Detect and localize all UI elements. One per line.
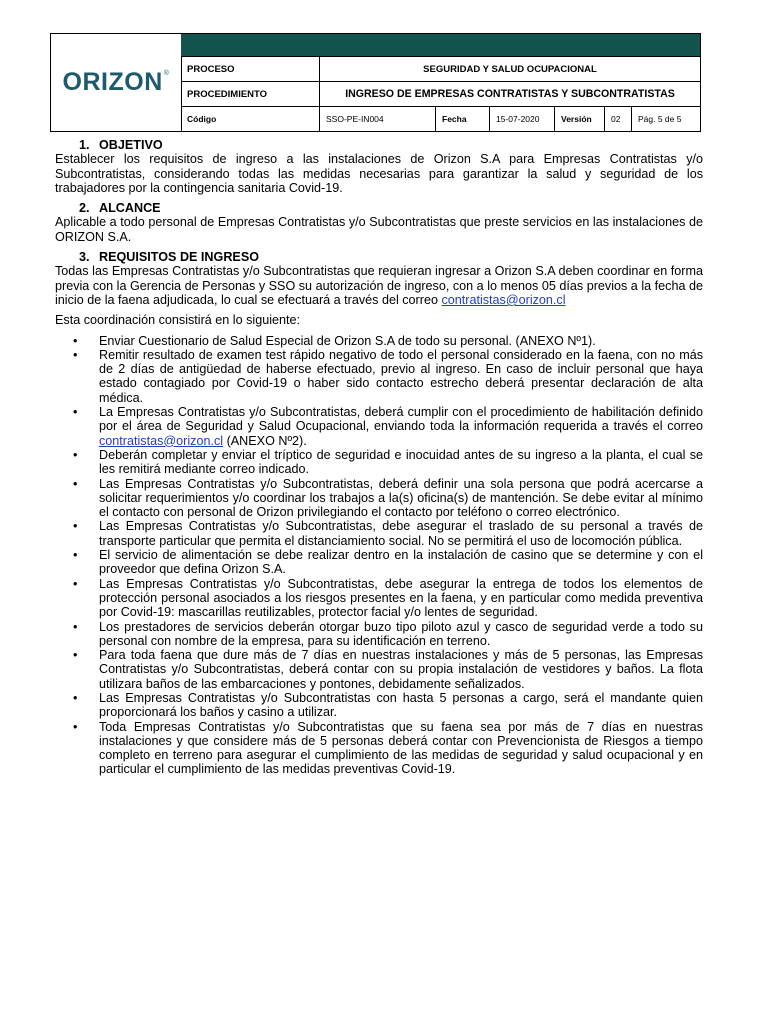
email-link[interactable]: contratistas@orizon.cl (441, 292, 566, 307)
list-item: • Las Empresas Contratistas y/o Subcontratistas, debe asegurar la entrega de todos los elementos de protección personal asociados a los riesgos presentes en la faena, y en particular como medida preventiva por Covid-19: mascarillas reutilizables, protector facial y/o lentes de seguridad. (73, 576, 703, 620)
list-item: • Deberán completar y enviar el tríptico de seguridad e inocuidad antes de su ingreso a la planta, el cual se les remitirá mediante correo indicado. (73, 447, 703, 477)
list-item: • Remitir resultado de examen test rápido negativo de todo el personal considerado en la faena, con no más de 2 días de antigüedad de haberse efectuado, previo al ingreso. En caso de incluir personal que haya estado contagiado por Covid-19 o haber sido contacto estrecho deberá presentar declaración de alta médica. (73, 347, 703, 405)
email-link[interactable]: contratistas@orizon.cl (99, 433, 224, 448)
objetivo-text: Establecer los requisitos de ingreso a las instalaciones de Orizon S.A para Empresas Contratistas y/o Subcontratistas, considerando todas las medidas necesarias para garantizar la salud y seguridad de los trabajadores por la contingencia sanitaria Covid-19. (55, 152, 703, 195)
list-item: • Los prestadores de servicios deberán otorgar buzo tipo piloto azul y casco de seguridad verde a todo su personal con nombre de la empresa, para su identificación en terreno. (73, 619, 703, 648)
list-item: • Enviar Cuestionario de Salud Especial de Orizon S.A de todo su personal. (ANEXO Nº1). (73, 333, 596, 348)
codigo-label: Código (187, 114, 217, 124)
list-item: • Toda Empresas Contratistas y/o Subcontratistas que su faena sea por más de 7 días en nuestras instalaciones y que considere más de 5 personas deberá contar con Prevencionista de Riesgos a tiempo completo en terreno para asegurar el cumplimiento de las medidas de seguridad y salud ocupacional y en particular el cumplimiento de las medidas preventivas Covid-19. (73, 719, 703, 777)
header-row-proceso (181, 56, 700, 81)
alcance-text: Aplicable a todo personal de Empresas Contratistas y/o Subcontratistas que preste servicios en las instalaciones de ORIZON S.A. (55, 215, 703, 244)
version-label: Versión (554, 107, 604, 131)
requisitos-intro: Todas las Empresas Contratistas y/o Subcontratistas que requieran ingresar a Orizon S.A deben coordinar en forma previa con la Gerencia de Personas y SSO su autorización de ingreso, con a lo menos 05 días previos a la fecha de inicio de la faena adjudicada, lo cual se efectuará a través del correo contratistas@orizon.cl (55, 264, 703, 307)
list-item: • La Empresas Contratistas y/o Subcontratistas, deberá cumplir con el procedimiento de habilitación definido por el área de Seguridad y Salud Ocupacional, enviando toda la información requerida a través el correo contratistas@orizon.cl (ANEXO Nº2). (73, 405, 703, 448)
proceso-value: SEGURIDAD Y SALUD OCUPACIONAL (319, 57, 700, 81)
logo-cell (51, 34, 182, 131)
section-heading-alcance: 2. ALCANCE (79, 201, 161, 216)
section-heading-objetivo: 1. OBJETIVO (79, 138, 163, 152)
list-item: • El servicio de alimentación se debe realizar dentro en la instalación de casino que se determine y con el proveedor que defina Orizon S.A. (73, 548, 703, 577)
version-value: 02 (604, 107, 631, 131)
requirements-list (55, 334, 703, 777)
list-item: • Para toda faena que dure más de 7 días en nuestras instalaciones y más de 5 personas, las Empresas Contratistas y/o Subcontratistas, deberá contar con su propia instalación de vestidores y baños. La flota utilizara baños de las embarcaciones y pontones, debidamente señalizados. (73, 648, 703, 691)
codigo-value: SSO-PE-IN004 (319, 107, 435, 131)
fecha-value: 15-07-2020 (489, 107, 554, 131)
section-heading-requisitos: 3. REQUISITOS DE INGRESO (79, 250, 260, 265)
fecha-label: Fecha (435, 107, 489, 131)
coordination-text: Esta coordinación consistirá en lo siguiente: (55, 313, 301, 328)
header-row-codigo (181, 106, 700, 131)
proceso-label: PROCESO (187, 63, 235, 75)
header-row-procedimiento (181, 81, 700, 106)
page-number: Pág. 5 de 5 (631, 107, 700, 131)
procedimiento-label: PROCEDIMIENTO (187, 88, 268, 100)
procedimiento-value: INGRESO DE EMPRESAS CONTRATISTAS Y SUBCONTRATISTAS (319, 82, 700, 106)
list-item: • Las Empresas Contratistas y/o Subcontratistas con hasta 5 personas a cargo, será el mandante quien proporcionará los baños y casino a utilizar. (73, 690, 703, 720)
document-header (50, 33, 701, 132)
list-item: • Las Empresas Contratistas y/o Subcontratistas, debe asegurar el traslado de su personal a través de transporte particular que permita el distanciamiento social. No se permitirá el uso de locomoción pública. (73, 519, 703, 548)
document-body (55, 138, 703, 777)
orizon-logo: ORIZON® (62, 68, 170, 96)
header-color-bar (181, 34, 700, 56)
list-item: • Las Empresas Contratistas y/o Subcontratistas, deberá definir una sola persona que podrá acercarse a solicitar requerimientos y/o coordinar los trabajos a la(s) oficina(s) de mantención. Se debe evitar al mínimo el contacto con personal de Orizon privilegiando el contacto por teléfono o correo electrónico. (73, 476, 703, 520)
